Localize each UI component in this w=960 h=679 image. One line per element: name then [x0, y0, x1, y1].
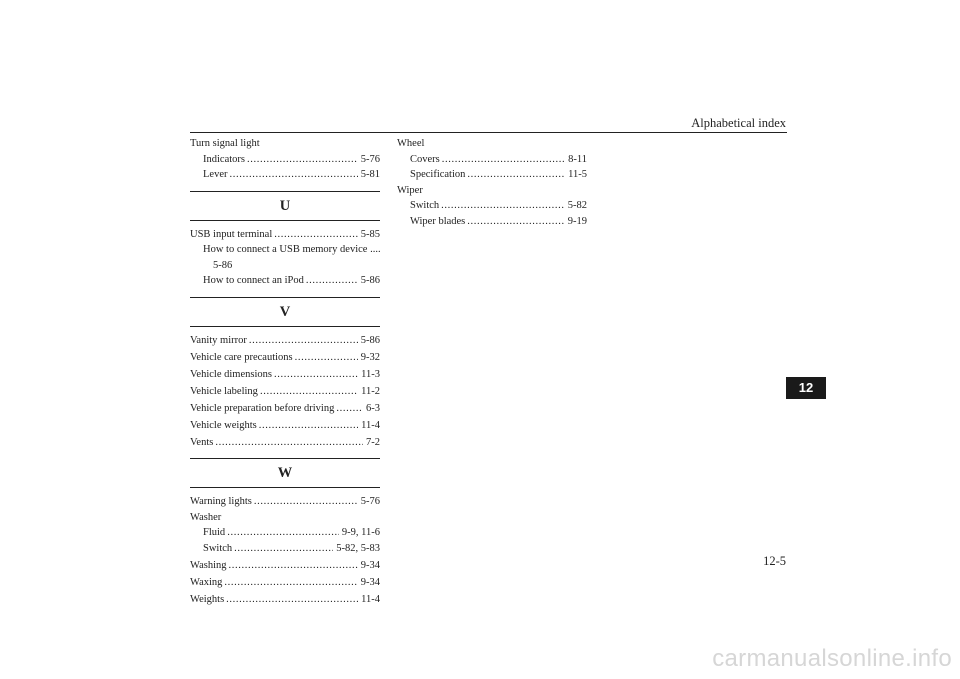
page-ref: 11-2 — [361, 385, 380, 397]
leader-dots — [227, 525, 339, 541]
page-ref: 11-4 — [361, 593, 380, 605]
index-entry-wheel: Wheel — [397, 138, 425, 149]
index-entry-weights[interactable] — [190, 592, 380, 608]
leader-dots — [228, 558, 357, 574]
entry-label: Lever — [203, 169, 228, 180]
page-ref: 7-2 — [366, 436, 380, 448]
index-entry-washer-fluid[interactable] — [190, 525, 380, 541]
index-entry-wheel-covers[interactable] — [397, 152, 587, 168]
entry-label: Covers — [410, 153, 440, 165]
page-ref: 9-32 — [360, 351, 380, 363]
page-ref: 11-4 — [361, 419, 380, 431]
leader-dots — [247, 152, 358, 168]
index-entry-vehicle-labeling[interactable] — [190, 384, 380, 400]
section-letter-w: W — [190, 458, 380, 488]
leader-dots — [259, 418, 358, 434]
page-ref: 11-3 — [361, 368, 380, 380]
leader-dots — [229, 167, 357, 183]
page-ref: 5-85 — [360, 228, 380, 240]
index-entry-waxing[interactable] — [190, 575, 380, 591]
leader-dots — [260, 384, 358, 400]
index-entry-usb-input-terminal[interactable] — [190, 227, 380, 243]
index-entry-washer-switch[interactable] — [190, 541, 380, 557]
index-entry-indicators[interactable] — [190, 152, 380, 168]
section-letter-v: V — [190, 297, 380, 327]
index-entry-vehicle-dimensions[interactable] — [190, 367, 380, 383]
header-title: Alphabetical index — [691, 116, 786, 130]
leader-dots — [226, 592, 358, 608]
leader-dots — [234, 541, 333, 557]
page-number: 12-5 — [763, 554, 786, 568]
index-entry-turn-signal-light: Turn signal light — [190, 138, 260, 149]
entry-label: Indicators — [203, 153, 245, 165]
index-column-right — [397, 136, 587, 229]
page-ref: 5-82 — [567, 200, 587, 211]
page-ref: 5-86 — [360, 275, 380, 286]
leader-dots — [249, 333, 358, 349]
entry-label: Fluid — [203, 527, 226, 538]
page-ref: 9-34 — [360, 559, 380, 571]
leader-dots — [224, 575, 357, 591]
entry-label: Vanity mirror — [190, 334, 247, 346]
entry-label: Vehicle weights — [190, 419, 257, 431]
index-entry-wiper: Wiper — [397, 184, 423, 196]
entry-label: Vents — [190, 436, 214, 448]
entry-label: Warning lights — [190, 496, 252, 507]
entry-label: USB input terminal — [190, 228, 273, 240]
page-ref: 5-81 — [360, 169, 380, 180]
section-letter-u: U — [190, 191, 380, 221]
entry-label: Vehicle preparation before driving — [190, 402, 335, 414]
index-entry-vehicle-weights[interactable] — [190, 418, 380, 434]
entry-label: How to connect an iPod — [203, 275, 304, 286]
header-rule — [190, 132, 787, 133]
leader-dots — [306, 273, 358, 289]
entry-label: Washing — [190, 559, 227, 571]
index-entry-vanity-mirror[interactable] — [190, 333, 380, 349]
leader-dots — [274, 367, 358, 383]
index-entry-washing[interactable] — [190, 558, 380, 574]
leader-dots — [336, 401, 363, 417]
leader-dots — [215, 435, 363, 451]
page-ref: 9-34 — [360, 576, 380, 588]
entry-label: Specification — [410, 169, 466, 180]
page-ref: 11-5 — [568, 169, 587, 180]
index-entry-wiper-blades[interactable] — [397, 214, 587, 230]
leader-dots — [274, 227, 358, 243]
leader-dots — [254, 494, 358, 510]
entry-label: Waxing — [190, 576, 223, 588]
index-entry-warning-lights[interactable] — [190, 494, 380, 510]
page-ref: 9-19 — [567, 215, 587, 227]
index-entry-wheel-specification[interactable] — [397, 167, 587, 183]
page-ref: 5-76 — [360, 496, 380, 507]
index-column-left — [190, 136, 380, 607]
entry-label: Vehicle labeling — [190, 385, 258, 397]
chapter-tab: 12 — [786, 377, 826, 399]
page-ref: 5-76 — [360, 153, 380, 165]
entry-label: Switch — [203, 542, 233, 554]
entry-label: Weights — [190, 593, 225, 605]
leader-dots — [295, 350, 358, 366]
entry-label: Switch — [410, 200, 440, 211]
page-ref: 5-86 — [360, 334, 380, 346]
leader-dots — [441, 198, 565, 214]
page-ref: 5-82, 5-83 — [336, 542, 380, 554]
entry-label: Wiper blades — [410, 215, 466, 227]
index-entry-washer: Washer — [190, 511, 222, 523]
index-entry-vents[interactable] — [190, 435, 380, 451]
index-entry-usb-memory[interactable]: How to connect a USB memory device .... — [203, 244, 381, 255]
page-ref: 6-3 — [366, 402, 380, 414]
page-ref: 8-11 — [568, 153, 587, 165]
page-ref-usb-memory: 5-86 — [213, 259, 233, 271]
entry-label: Vehicle care precautions — [190, 351, 293, 363]
index-entry-lever[interactable] — [190, 167, 380, 183]
entry-label: Vehicle dimensions — [190, 368, 272, 380]
index-entry-wiper-switch[interactable] — [397, 198, 587, 214]
index-entry-vehicle-care[interactable] — [190, 350, 380, 366]
watermark: carmanualsonline.info — [712, 645, 952, 672]
leader-dots — [467, 167, 565, 183]
index-entry-vehicle-preparation[interactable] — [190, 401, 380, 417]
leader-dots — [442, 152, 565, 168]
index-entry-ipod[interactable] — [190, 273, 380, 289]
page-ref: 9-9, 11-6 — [341, 527, 380, 538]
leader-dots — [467, 214, 564, 230]
